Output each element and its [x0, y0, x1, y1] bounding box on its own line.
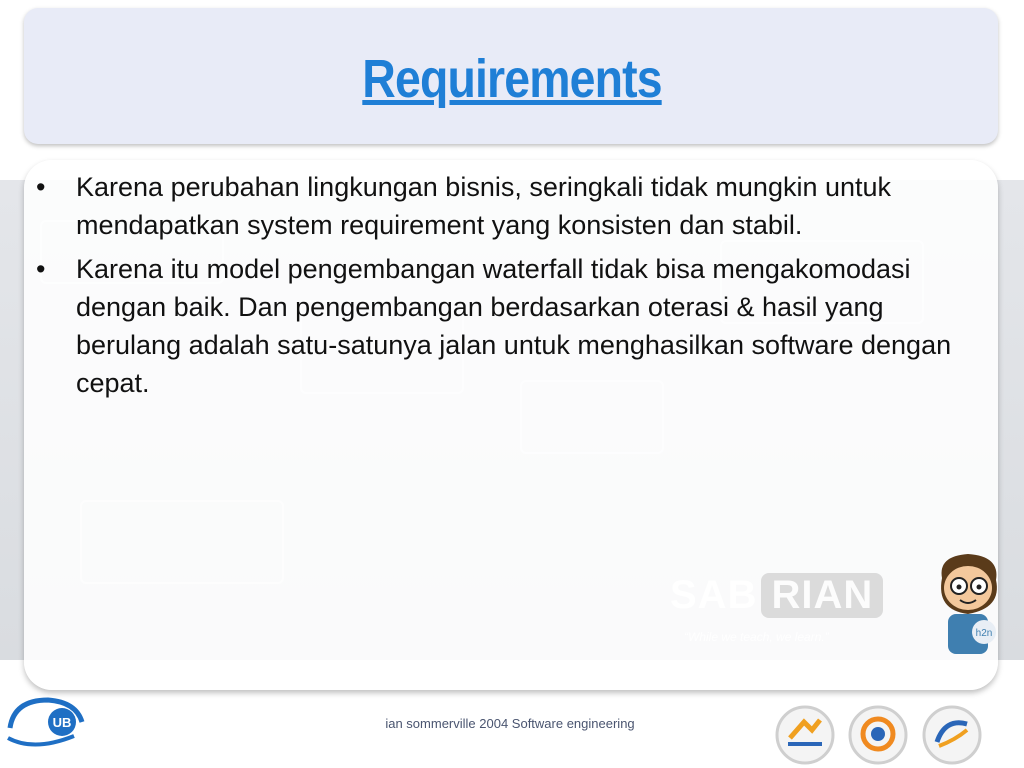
ub-logo-text: UB: [52, 715, 72, 730]
bullet-item: [32, 168, 972, 244]
bullet-marker: •: [36, 254, 46, 284]
bullet-list: [32, 168, 972, 402]
brand-word-right: RIAN: [761, 573, 883, 618]
mascot-badge-text: h2n: [975, 628, 993, 639]
bullet-text: Karena itu model pengembangan waterfall tidak bisa mengakomodasi dengan baik. Dan pengembangan berdasarkan oterasi & hasil yang berulang adalah satu-satunya jalan untuk menghasilkan software dengan cepat.: [76, 254, 952, 398]
brand-tagline: “While we teach, we learn.”: [684, 630, 829, 644]
bullet-text: Karena perubahan lingkungan bisnis, seringkali tidak mungkin untuk mendapatkan system requirement yang konsisten dan stabil.: [76, 172, 892, 240]
sistem-komputer-logo-icon: [847, 704, 909, 766]
brand-word-left: SAB: [670, 572, 758, 617]
sistem-informasi-logo-icon: [921, 704, 983, 766]
ub-logo-icon: [4, 692, 88, 756]
slide-title: Requirements: [362, 49, 662, 109]
informatika-logo-icon: [774, 704, 836, 766]
footer-text: ian sommerville 2004 Software engineering: [385, 716, 635, 731]
mascot-icon: [928, 548, 1008, 658]
sabrian-watermark: [670, 570, 883, 620]
bullet-item: [32, 250, 972, 402]
bullet-marker: •: [36, 172, 46, 202]
